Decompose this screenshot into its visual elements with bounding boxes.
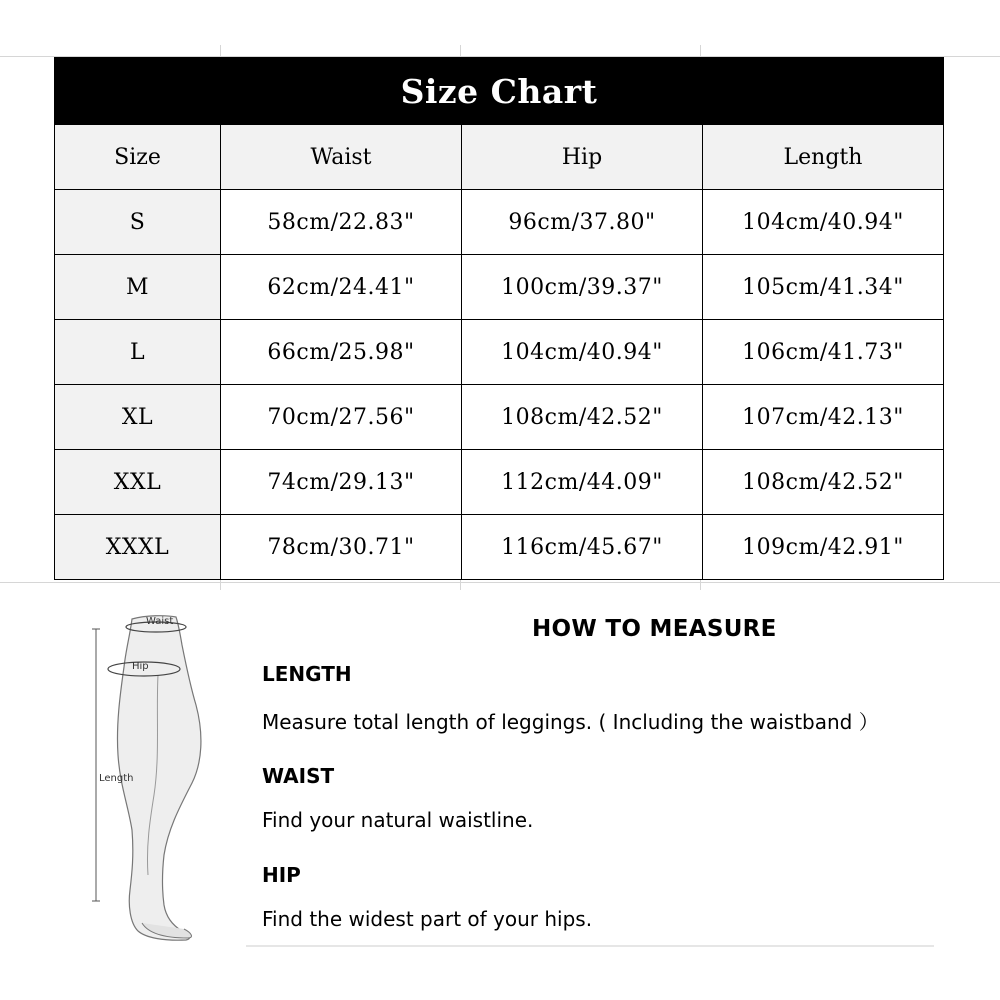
hip-cell: 104cm/40.94" — [462, 320, 703, 385]
size-chart-table — [54, 57, 944, 580]
table-row — [55, 515, 944, 580]
waist-cell: 78cm/30.71" — [221, 515, 462, 580]
hip-description: Find the widest part of your hips. — [262, 907, 593, 931]
size-cell: XXXL — [55, 515, 221, 580]
waist-cell: 58cm/22.83" — [221, 190, 462, 255]
length-label: Length — [99, 773, 134, 784]
grid-line — [0, 582, 1000, 583]
hip-cell: 100cm/39.37" — [462, 255, 703, 320]
waist-description: Find your natural waistline. — [262, 808, 534, 832]
length-cell: 107cm/42.13" — [703, 385, 944, 450]
length-cell: 109cm/42.91" — [703, 515, 944, 580]
table-row — [55, 385, 944, 450]
size-cell: M — [55, 255, 221, 320]
table-row — [55, 320, 944, 385]
size-cell: XXL — [55, 450, 221, 515]
table-header-row — [55, 125, 944, 190]
how-to-measure-title: HOW TO MEASURE — [532, 616, 777, 642]
size-cell: XL — [55, 385, 221, 450]
length-dimension-line — [92, 629, 100, 901]
length-cell: 108cm/42.52" — [703, 450, 944, 515]
hip-cell: 112cm/44.09" — [462, 450, 703, 515]
hip-label: Hip — [132, 661, 149, 672]
hip-cell: 96cm/37.80" — [462, 190, 703, 255]
waist-heading: WAIST — [262, 764, 335, 788]
waist-cell: 66cm/25.98" — [221, 320, 462, 385]
divider — [246, 945, 934, 947]
length-description: Measure total length of leggings. ( Including the waistband ） — [262, 710, 879, 734]
column-header-length: Length — [703, 125, 944, 190]
length-cell: 104cm/40.94" — [703, 190, 944, 255]
size-chart-title: Size Chart — [55, 58, 944, 125]
hip-cell: 116cm/45.67" — [462, 515, 703, 580]
column-header-waist: Waist — [221, 125, 462, 190]
column-header-hip: Hip — [462, 125, 703, 190]
hip-heading: HIP — [262, 863, 301, 887]
length-cell: 106cm/41.73" — [703, 320, 944, 385]
column-header-size: Size — [55, 125, 221, 190]
waist-cell: 62cm/24.41" — [221, 255, 462, 320]
table-row — [55, 190, 944, 255]
hip-cell: 108cm/42.52" — [462, 385, 703, 450]
size-cell: S — [55, 190, 221, 255]
table-row — [55, 255, 944, 320]
waist-cell: 74cm/29.13" — [221, 450, 462, 515]
length-cell: 105cm/41.34" — [703, 255, 944, 320]
how-to-measure-section — [262, 612, 952, 947]
size-cell: L — [55, 320, 221, 385]
leggings-figure — [86, 605, 226, 950]
waist-cell: 70cm/27.56" — [221, 385, 462, 450]
length-heading: LENGTH — [262, 662, 352, 686]
table-row — [55, 450, 944, 515]
waist-label: Waist — [146, 616, 174, 627]
